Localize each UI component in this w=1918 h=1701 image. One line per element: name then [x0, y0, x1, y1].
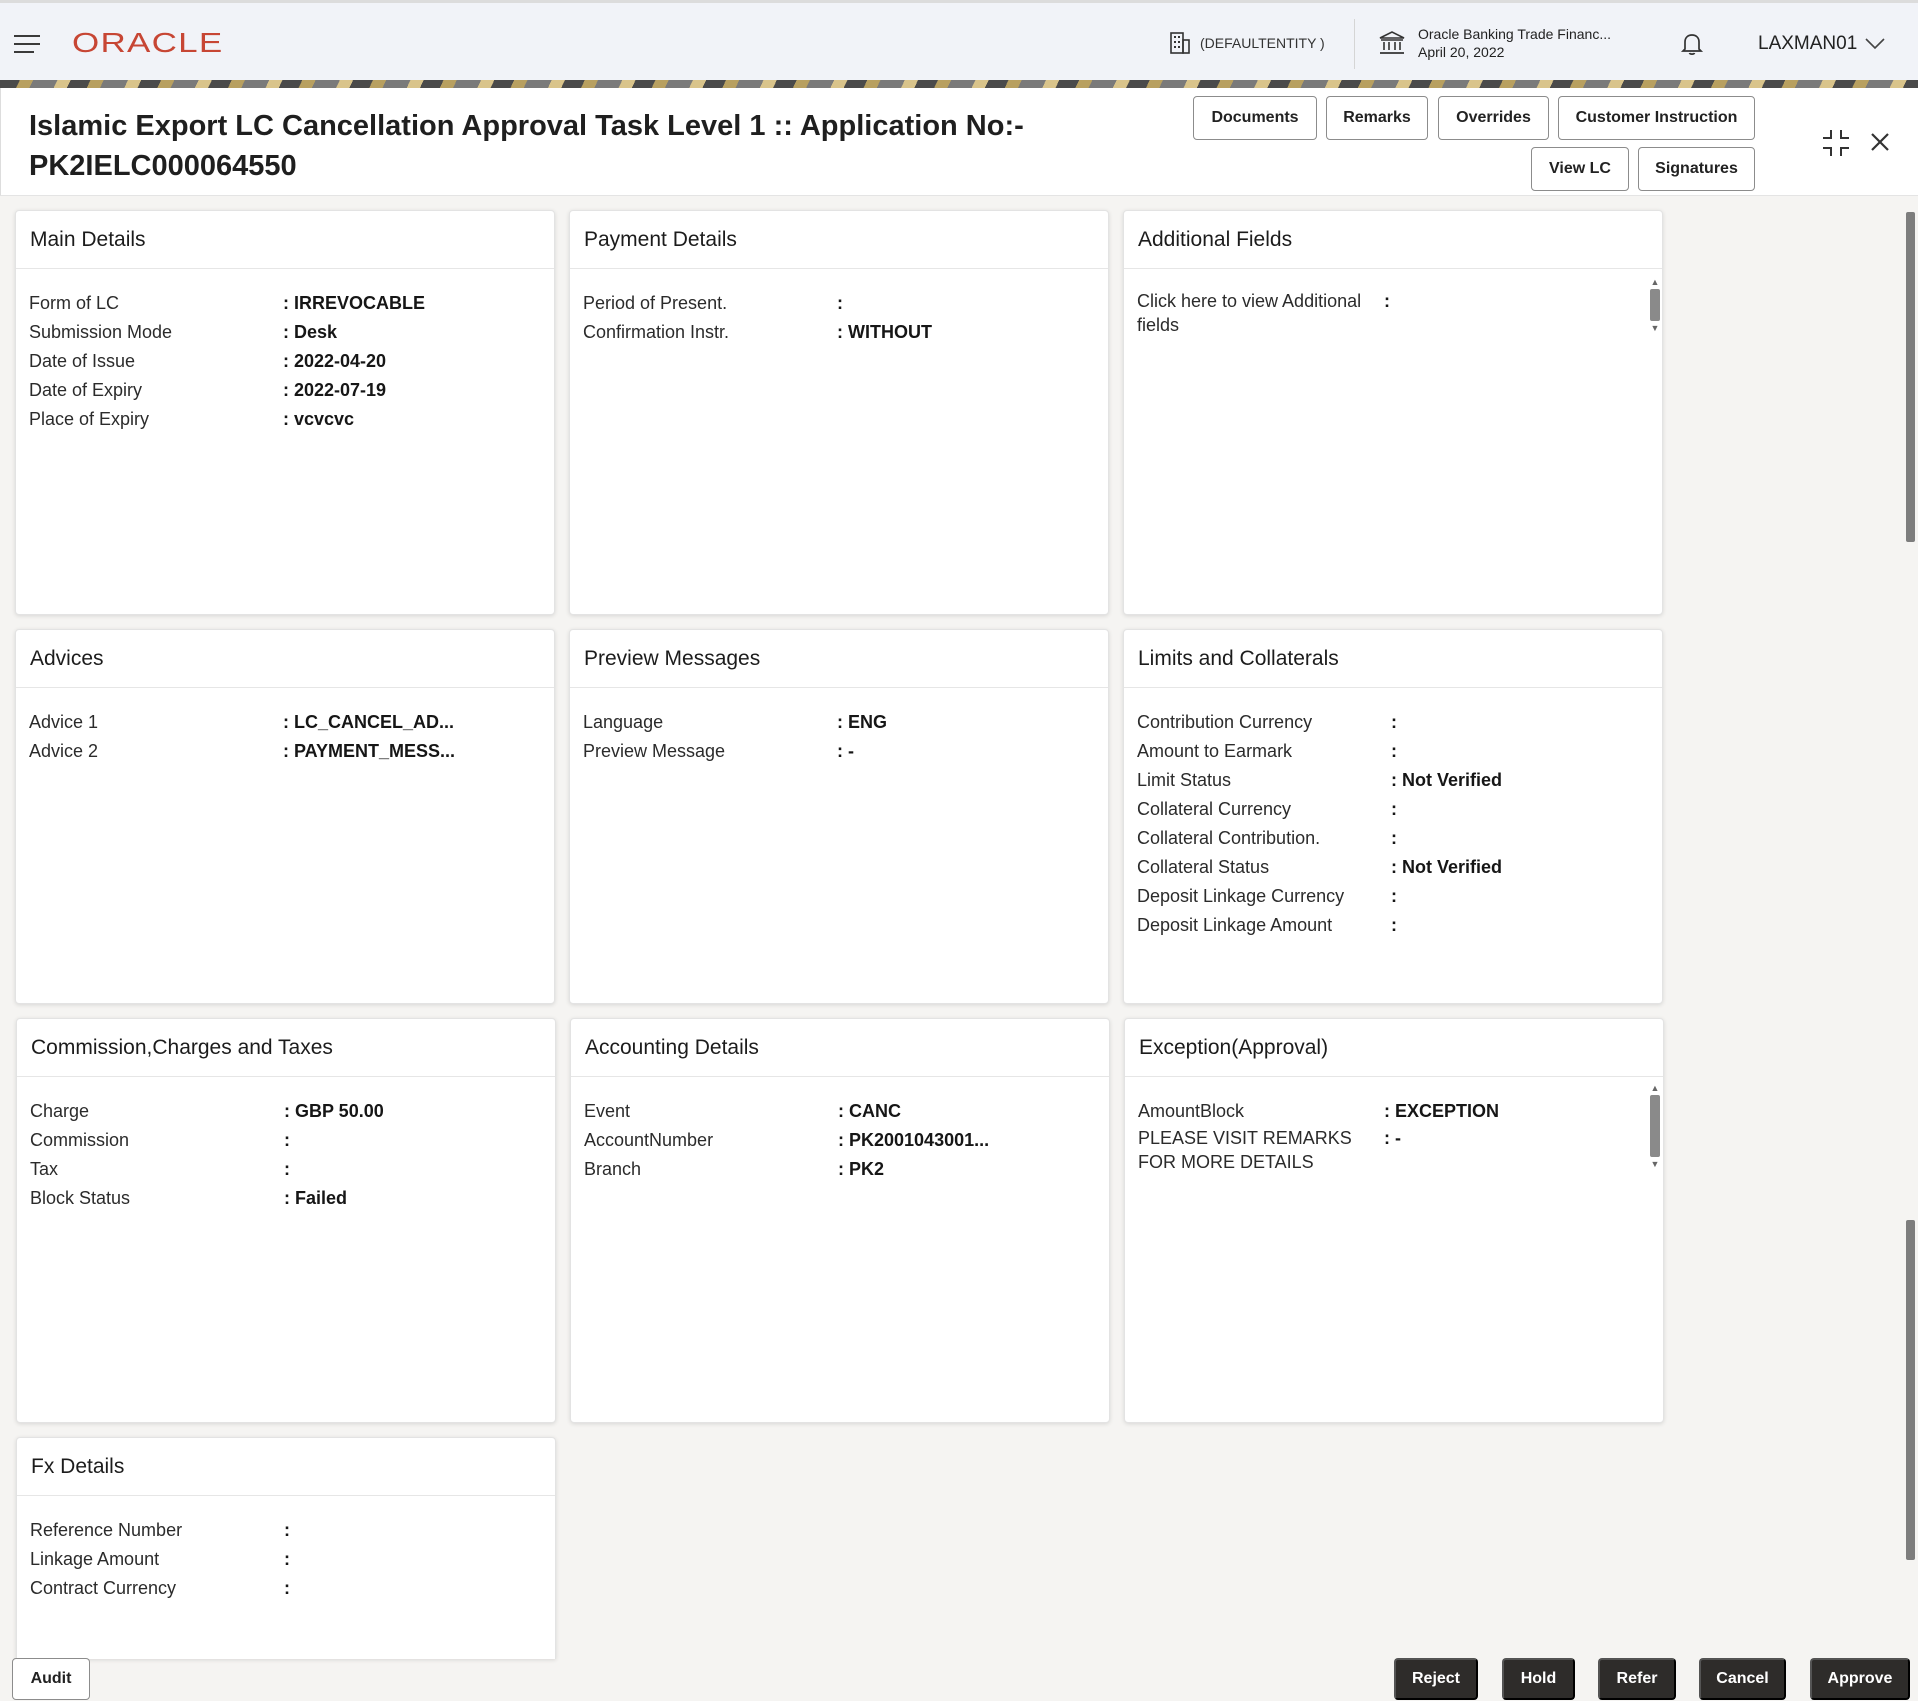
field-value: : GBP 50.00	[284, 1101, 384, 1121]
list-item	[29, 318, 554, 347]
field-label: Deposit Linkage Currency	[1137, 886, 1345, 906]
field-value: :	[1384, 291, 1390, 311]
field-label: Form of LC	[29, 293, 120, 313]
field-value: : PAYMENT_MESS...	[283, 741, 456, 761]
main-details-list	[16, 269, 554, 434]
list-item	[1137, 824, 1662, 853]
preview-messages-list	[570, 688, 1108, 766]
field-label: Linkage Amount	[30, 1549, 160, 1569]
panel-title: Payment Details	[570, 211, 1108, 269]
chevron-down-icon	[1865, 38, 1885, 50]
list-item	[30, 1097, 555, 1126]
field-value: : -	[837, 741, 854, 761]
list-item	[1137, 766, 1662, 795]
field-value: : 2022-07-19	[283, 380, 387, 400]
field-value: :	[284, 1130, 290, 1150]
field-label: Contract Currency	[30, 1578, 177, 1598]
bank-date: April 20, 2022	[1418, 44, 1505, 60]
page-title	[29, 106, 1029, 186]
field-label: Date of Expiry	[29, 380, 143, 400]
field-label: Language	[583, 712, 664, 732]
documents-button[interactable]: Documents	[1193, 96, 1317, 140]
fx-details-list	[17, 1496, 555, 1603]
list-item	[584, 1126, 1109, 1155]
field-value: : EXCEPTION	[1384, 1101, 1500, 1121]
field-label: Period of Present.	[583, 293, 728, 313]
panel-title: Additional Fields	[1124, 211, 1662, 269]
field-label: Commission	[30, 1130, 130, 1150]
panel-title: Exception(Approval)	[1125, 1019, 1663, 1077]
top-header	[0, 0, 1918, 82]
field-label-line1: Click here to view Additional	[1137, 291, 1362, 311]
field-value: : WITHOUT	[837, 322, 932, 342]
limits-collaterals-panel	[1123, 629, 1663, 1004]
field-label	[1137, 289, 1384, 337]
bank-selector[interactable]	[1378, 25, 1611, 61]
list-item	[583, 318, 1108, 347]
field-value: :	[284, 1549, 290, 1569]
field-value: :	[1391, 712, 1397, 732]
field-value: : CANC	[838, 1101, 901, 1121]
field-value: : IRREVOCABLE	[283, 293, 426, 313]
panel-title: Advices	[16, 630, 554, 688]
bank-name: Oracle Banking Trade Financ...	[1418, 26, 1611, 42]
field-label: Date of Issue	[29, 351, 136, 371]
field-label: Collateral Currency	[1137, 799, 1292, 819]
collapse-icon[interactable]	[1821, 128, 1851, 158]
field-label: Branch	[584, 1159, 642, 1179]
list-item	[30, 1155, 555, 1184]
field-value: :	[1391, 741, 1397, 761]
field-label-line2: FOR MORE DETAILS	[1138, 1152, 1314, 1172]
user-name: LAXMAN01	[1758, 33, 1858, 54]
commission-charges-taxes-panel	[16, 1018, 556, 1423]
field-label: Block Status	[30, 1188, 131, 1208]
close-icon[interactable]	[1869, 131, 1891, 153]
oracle-logo: ORACLE	[72, 27, 224, 58]
field-value: : LC_CANCEL_AD...	[283, 712, 455, 732]
list-item	[30, 1184, 555, 1213]
preview-messages-panel	[569, 629, 1109, 1004]
panel-title: Main Details	[16, 211, 554, 269]
accounting-list	[571, 1077, 1109, 1184]
list-item	[1137, 795, 1662, 824]
approve-button[interactable]: Approve	[1810, 1658, 1910, 1700]
field-label-line2: fields	[1137, 315, 1180, 335]
field-value: :	[1391, 828, 1397, 848]
field-label: Deposit Linkage Amount	[1137, 915, 1333, 935]
reject-button[interactable]: Reject	[1394, 1658, 1478, 1700]
field-label: Preview Message	[583, 741, 726, 761]
field-value: : vcvcvc	[283, 409, 355, 429]
list-item	[30, 1574, 555, 1603]
list-item	[30, 1545, 555, 1574]
field-value: : Not Verified	[1391, 857, 1503, 877]
overrides-button[interactable]: Overrides	[1438, 96, 1549, 140]
list-item	[583, 708, 1108, 737]
field-label: Reference Number	[30, 1520, 183, 1540]
field-label: Tax	[30, 1159, 59, 1179]
list-item	[1137, 882, 1662, 911]
panel-scrollbar[interactable]: ▲ ▼	[1650, 1083, 1660, 1169]
list-item	[29, 376, 554, 405]
list-item	[1137, 708, 1662, 737]
field-value: : Failed	[284, 1188, 348, 1208]
bank-icon	[1378, 30, 1406, 56]
building-icon	[1168, 31, 1192, 55]
list-item	[1138, 1097, 1663, 1126]
field-label: Charge	[30, 1101, 90, 1121]
panel-title: Fx Details	[17, 1438, 555, 1496]
customer-instruction-button[interactable]: Customer Instruction	[1558, 96, 1755, 140]
entity-selector[interactable]	[1168, 31, 1325, 55]
list-item	[29, 289, 554, 318]
field-label: Confirmation Instr.	[583, 322, 730, 342]
list-item	[584, 1155, 1109, 1184]
panel-title: Commission,Charges and Taxes	[17, 1019, 555, 1077]
entity-label: (DEFAULTENTITY )	[1200, 35, 1325, 51]
hamburger-icon[interactable]	[14, 35, 40, 53]
list-item	[584, 1097, 1109, 1126]
exception-list	[1125, 1077, 1663, 1174]
field-value: : Desk	[283, 322, 338, 342]
commission-list	[17, 1077, 555, 1213]
user-menu[interactable]	[1758, 33, 1885, 55]
panel-title: Limits and Collaterals	[1124, 630, 1662, 688]
list-item	[29, 347, 554, 376]
list-item[interactable]	[29, 708, 554, 737]
list-item	[1138, 1126, 1663, 1174]
bell-icon[interactable]	[1680, 31, 1704, 57]
field-value: : 2022-04-20	[283, 351, 387, 371]
field-label: Collateral Status	[1137, 857, 1270, 877]
limits-collaterals-list	[1124, 688, 1662, 940]
exception-approval-panel	[1124, 1018, 1664, 1423]
field-value: :	[1391, 799, 1397, 819]
field-value: : -	[1384, 1128, 1401, 1148]
field-value: :	[284, 1578, 290, 1598]
field-label: Collateral Contribution.	[1137, 828, 1321, 848]
additional-fields-link[interactable]	[1137, 289, 1662, 337]
advices-list	[16, 688, 554, 766]
field-label	[1138, 1126, 1384, 1174]
action-footer	[0, 1658, 1918, 1701]
page-scrollbar[interactable]	[1904, 210, 1916, 1650]
list-item	[1137, 737, 1662, 766]
list-item	[29, 405, 554, 434]
header-divider	[1354, 19, 1355, 69]
field-value: : ENG	[837, 712, 888, 732]
additional-fields-panel	[1123, 210, 1663, 615]
refer-button[interactable]: Refer	[1598, 1658, 1676, 1700]
task-title-bar	[0, 88, 1918, 196]
signatures-button[interactable]: Signatures	[1638, 147, 1755, 191]
field-label: Advice 2	[29, 741, 99, 761]
list-item	[583, 737, 1108, 766]
hold-button[interactable]: Hold	[1502, 1658, 1575, 1700]
panel-title: Accounting Details	[571, 1019, 1109, 1077]
payment-details-panel	[569, 210, 1109, 615]
list-item	[30, 1126, 555, 1155]
field-value: :	[1391, 915, 1397, 935]
field-label: AmountBlock	[1138, 1101, 1245, 1121]
advices-panel	[15, 629, 555, 1004]
field-value: : Not Verified	[1391, 770, 1503, 790]
remarks-button[interactable]: Remarks	[1326, 96, 1428, 140]
field-label: AccountNumber	[584, 1130, 714, 1150]
field-label: Contribution Currency	[1137, 712, 1313, 732]
panel-title: Preview Messages	[570, 630, 1108, 688]
field-value: : PK2	[838, 1159, 885, 1179]
field-value: :	[837, 293, 843, 313]
field-label: Amount to Earmark	[1137, 741, 1293, 761]
list-item	[1137, 911, 1662, 940]
list-item	[1137, 853, 1662, 882]
application-number: PK2IELC000064550	[29, 150, 297, 182]
field-label: Advice 1	[29, 712, 99, 732]
fx-details-panel	[16, 1437, 556, 1659]
field-value: :	[284, 1159, 290, 1179]
panel-scrollbar[interactable]: ▲ ▼	[1650, 277, 1660, 333]
accounting-details-panel	[570, 1018, 1110, 1423]
field-label: Limit Status	[1137, 770, 1232, 790]
field-value: :	[1391, 886, 1397, 906]
page-title-line1: Islamic Export LC Cancellation Approval Task Level 1 :: Application No:-	[29, 110, 1024, 142]
payment-details-list	[570, 269, 1108, 347]
field-label: Place of Expiry	[29, 409, 150, 429]
main-details-panel	[15, 210, 555, 615]
field-label: Submission Mode	[29, 322, 173, 342]
view-lc-button[interactable]: View LC	[1531, 147, 1629, 191]
list-item	[30, 1516, 555, 1545]
cancel-button[interactable]: Cancel	[1699, 1658, 1786, 1700]
field-label-line1: PLEASE VISIT REMARKS	[1138, 1128, 1352, 1148]
list-item	[583, 289, 1108, 318]
field-label: Event	[584, 1101, 631, 1121]
additional-fields-list	[1124, 269, 1662, 337]
list-item[interactable]	[29, 737, 554, 766]
field-value: : PK2001043001...	[838, 1130, 990, 1150]
audit-button[interactable]: Audit	[12, 1658, 90, 1700]
field-value: :	[284, 1520, 290, 1540]
